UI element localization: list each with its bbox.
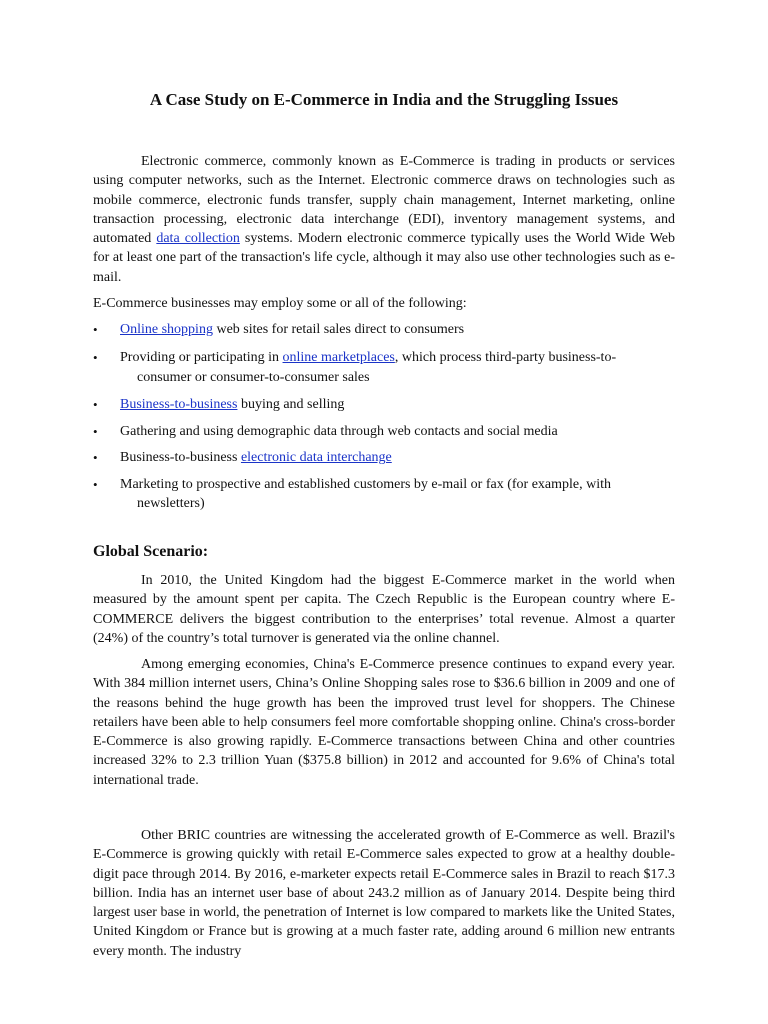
global-p2-wrap (93, 655, 675, 790)
business-to-business-link[interactable]: Business-to-business (120, 396, 238, 412)
online-marketplaces-link[interactable]: online marketplaces (282, 350, 395, 366)
employ-intro (93, 294, 675, 313)
list-item: • Marketing to prospective and established customers by e-mail or fax (for example, with newsletters) (93, 475, 675, 514)
global-paragraph-2: Among emerging economies, China's E-Commerce presence continues to expand every year. With 384 million internet users, China’s Online Shopping sales rose to $36.6 billion in 2009 and one of the reasons behind the huge growth has been the improved trust level for shoppers. The Chinese retailers have been able to help consumers feel more comfortable shopping online. China's cross-border E-Commerce is also growing rapidly. E-Commerce transactions between China and other countries increased 32% to 2.3 trillion Yuan ($375.8 billion) in 2012 and accounted for 9.6% of China's total international trade. (93, 657, 675, 788)
global-paragraph-3: Other BRIC countries are witnessing the accelerated growth of E-Commerce as well. Brazil's E-Commerce is growing quickly with retail E-Commerce sales expected to grow at a healthy double-digit pace through 2014. By 2016, e-marketer expects retail E-Commerce sales in Brazil to reach $17.3 billion. India has an internet user base of about 243.2 million as of January 2014. Despite being third largest user base in world, the penetration of Internet is low compared to markets like the United States, United Kingdom or France but is growing at a much faster rate, adding around 6 million new entrants every month. The industry (93, 828, 675, 959)
bullet-list-wrap (93, 320, 675, 513)
electronic-data-interchange-link[interactable]: electronic data interchange (240, 450, 392, 466)
bullet-list (93, 320, 675, 513)
employ-paragraph: E-Commerce businesses may employ some or all of the following: (93, 296, 467, 311)
intro-text-end: systems. Modern electronic commerce typically uses the World Wide Web for at least one part of the transaction's life cycle, although it may also use other technologies such as e-mail. (93, 231, 676, 285)
global-p1-wrap (93, 571, 675, 648)
intro-text-start: Electronic commerce, commonly known as E-Commerce is trading in products or services using computer networks, such as the Internet. Electronic commerce draws on technologies such as mobile commerce, electronic funds transfer, supply chain management, Internet marketing, online transaction processing, electronic data interchange (EDI), inventory management systems, and automated (93, 154, 675, 247)
list-item: • Business-to-business buying and selling (93, 395, 675, 414)
list-item: • Gathering and using demographic data through web contacts and social media (93, 422, 675, 441)
intro-paragraph (93, 152, 675, 287)
intro-section (93, 152, 675, 287)
document-title: A Case Study on E-Commerce in India and the Struggling Issues (149, 90, 619, 109)
list-item: • Business-to-business electronic data interchange (93, 448, 675, 467)
global-p3-wrap (93, 826, 675, 961)
list-item: • Online shopping web sites for retail sales direct to consumers (93, 320, 675, 339)
online-shopping-link[interactable]: Online shopping (120, 322, 213, 337)
global-paragraph-1: In 2010, the United Kingdom had the biggest E-Commerce market in the world when measured by the amount spent per capita. The Czech Republic is the European country where E-COMMERCE delivers the biggest contribution to the enterprises’ total revenue. Almost a quarter (24%) of the country’s total turnover is generated via the online channel. (93, 573, 675, 646)
section-heading-global-scenario: Global Scenario: (93, 543, 209, 560)
global-heading-wrap (93, 543, 675, 561)
data-collection-link[interactable]: data collection (156, 231, 240, 247)
list-item: • Providing or participating in online marketplaces, which process third-party business-to- consumer or consumer-to-consumer sales (93, 348, 675, 387)
